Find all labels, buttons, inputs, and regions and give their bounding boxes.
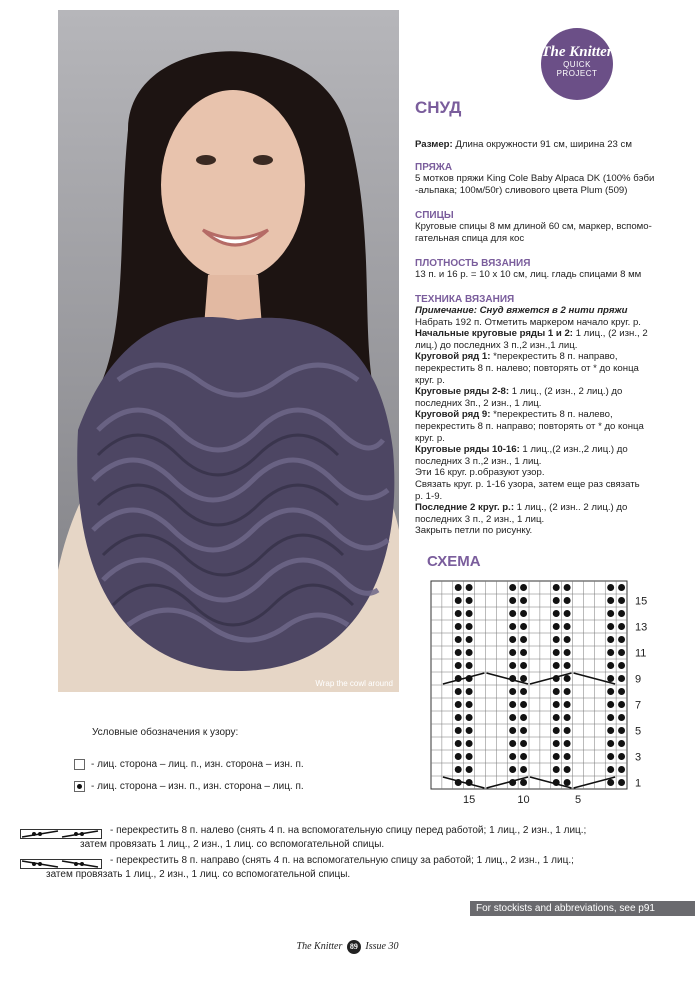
technique-line-text: *перекрестить 8 п. направо, — [490, 351, 618, 363]
chart-purl-dot — [455, 649, 462, 656]
chart-purl-dot — [520, 662, 527, 669]
technique-line — [415, 409, 667, 421]
technique-line-text: перекрестить 8 п. налево; повторять от * до конца — [415, 362, 639, 374]
technique-line-text: лиц.) до последних 3 п.,2 изн.,1 лиц. — [415, 339, 578, 351]
chart-purl-dot — [455, 688, 462, 695]
chart-purl-dot — [520, 753, 527, 760]
quick-project-badge — [541, 28, 613, 100]
chart-purl-dot — [520, 649, 527, 656]
chart-purl-dot — [509, 688, 516, 695]
chart-purl-dot — [455, 714, 462, 721]
model-photo — [58, 10, 399, 692]
footer-issue: Issue 30 — [365, 941, 399, 952]
chart-purl-dot — [618, 701, 625, 708]
chart-purl-dot — [553, 675, 560, 682]
needles-line2: гательная спица для кос — [415, 232, 525, 244]
chart-purl-dot — [509, 766, 516, 773]
chart-purl-dot — [618, 597, 625, 604]
footer-magazine: The Knitter — [296, 941, 343, 952]
chart-purl-dot — [455, 623, 462, 630]
size-line — [415, 139, 667, 151]
chart-purl-dot — [618, 675, 625, 682]
gauge-text: 13 п. и 16 р. = 10 х 10 см, лиц. гладь спицами 8 мм — [415, 269, 642, 280]
chart-purl-dot — [509, 623, 516, 630]
chart-purl-dot — [564, 649, 571, 656]
chart-purl-dot — [466, 649, 473, 656]
chart-purl-dot — [607, 714, 614, 721]
chart-col-label: 5 — [574, 794, 582, 806]
chart-purl-dot — [520, 597, 527, 604]
chart-purl-dot — [553, 584, 560, 591]
technique-line-bold: Круговой ряд 9: — [415, 409, 491, 421]
yarn-line2: -альпака; 100м/50г) сливового цвета Plum (509) — [415, 184, 628, 196]
technique-line-bold: Круговые ряды 2-8: — [415, 386, 510, 398]
technique-lines — [415, 317, 667, 537]
chart-purl-dot — [618, 688, 625, 695]
chart-purl-dot — [509, 740, 516, 747]
chart-purl-dot — [455, 779, 462, 786]
chart-purl-dot — [520, 623, 527, 630]
technique-line — [415, 502, 667, 514]
chart-purl-dot — [509, 649, 516, 656]
technique-line — [415, 386, 667, 398]
technique-line — [415, 479, 667, 491]
chart-purl-dot — [520, 610, 527, 617]
cable-left-line2: затем провязать 1 лиц., 2 изн., 1 лиц. со вспомогательной спицы. — [80, 839, 385, 850]
chart-purl-dot — [466, 740, 473, 747]
chart-purl-dot — [509, 584, 516, 591]
chart-purl-dot — [520, 740, 527, 747]
technique-line-text: *перекрестить 8 п. налево, — [490, 409, 613, 421]
chart-col-label: 15 — [462, 794, 476, 806]
technique-line-bold: Круговой ряд 1: — [415, 351, 491, 363]
dot-square-icon — [74, 781, 85, 792]
schema-title: СХЕМА — [427, 553, 481, 570]
chart-purl-dot — [520, 584, 527, 591]
technique-line — [415, 421, 667, 433]
chart-purl-dot — [564, 714, 571, 721]
chart-purl-dot — [466, 766, 473, 773]
chart-row-label: 5 — [635, 725, 642, 738]
technique-line-text: перекрестить 8 п. направо; повторять от * до конца — [415, 420, 644, 432]
technique-line — [415, 467, 667, 479]
chart-row-label: 3 — [635, 751, 642, 764]
technique-line-text: Набрать 192 п. Отметить маркером начало круг. р. — [415, 316, 641, 328]
chart-purl-dot — [455, 636, 462, 643]
technique-line-text: р. 1-9. — [415, 490, 443, 502]
badge-line1: QUICK — [563, 60, 591, 69]
chart-purl-dot — [455, 740, 462, 747]
chart-purl-dot — [509, 727, 516, 734]
chart-purl-dot — [618, 636, 625, 643]
cowl-photo-illustration — [58, 10, 399, 692]
needles-section — [415, 210, 667, 244]
chart-purl-dot — [564, 740, 571, 747]
chart-purl-dot — [607, 584, 614, 591]
chart-purl-dot — [455, 753, 462, 760]
chart-purl-dot — [564, 675, 571, 682]
technique-line-text: круг. р. — [415, 432, 445, 444]
chart-purl-dot — [553, 662, 560, 669]
chart-purl-dot — [520, 688, 527, 695]
gauge-section — [415, 258, 667, 281]
chart-purl-dot — [466, 753, 473, 760]
chart-purl-dot — [553, 766, 560, 773]
chart-svg — [427, 577, 667, 809]
chart-purl-dot — [520, 675, 527, 682]
chart-purl-dot — [618, 766, 625, 773]
badge-logo: The Knitter — [541, 44, 613, 60]
technique-line-text: Закрыть петли по рисунку. — [415, 525, 533, 537]
chart-purl-dot — [455, 662, 462, 669]
chart-purl-dot — [553, 727, 560, 734]
photo-caption: Wrap the cowl around — [315, 679, 393, 688]
chart-purl-dot — [553, 701, 560, 708]
chart-purl-dot — [618, 727, 625, 734]
chart-purl-dot — [466, 584, 473, 591]
chart-purl-dot — [607, 623, 614, 630]
chart-purl-dot — [509, 779, 516, 786]
technique-line-text: 1 лиц., (2 изн., 2 — [572, 328, 648, 340]
chart-purl-dot — [564, 688, 571, 695]
chart-purl-dot — [564, 701, 571, 708]
chart-purl-dot — [607, 610, 614, 617]
chart-purl-dot — [564, 753, 571, 760]
technique-line-bold: Начальные круговые ряды 1 и 2: — [415, 328, 573, 340]
knitting-chart — [427, 577, 667, 809]
chart-purl-dot — [607, 766, 614, 773]
empty-square-icon — [74, 759, 85, 770]
chart-purl-dot — [553, 610, 560, 617]
chart-purl-dot — [509, 636, 516, 643]
needles-heading: СПИЦЫ — [415, 210, 454, 221]
chart-purl-dot — [455, 675, 462, 682]
technique-line-text: 1 лиц., (2 изн.. 2 лиц.) до — [514, 502, 628, 514]
chart-purl-dot — [553, 649, 560, 656]
technique-line-text: Связать круг. р. 1-16 узора, затем еще раз связать — [415, 478, 640, 490]
cable-right-line2: затем провязать 1 лиц., 2 изн., 1 лиц. со вспомогательной спицы. — [46, 869, 351, 880]
technique-line — [415, 433, 667, 445]
chart-purl-dot — [618, 623, 625, 630]
chart-row-label: 7 — [635, 699, 642, 712]
chart-purl-dot — [564, 597, 571, 604]
technique-line — [415, 340, 667, 352]
technique-line-text: 1 лиц., (2 изн., 2 лиц.) до — [509, 386, 623, 398]
chart-purl-dot — [553, 740, 560, 747]
chart-purl-dot — [564, 623, 571, 630]
chart-purl-dot — [455, 584, 462, 591]
footer-page-number: 89 — [347, 940, 361, 954]
needles-line1: Круговые спицы 8 мм длиной 60 см, маркер, вспомо- — [415, 221, 652, 232]
technique-line-text: круг. р. — [415, 374, 445, 386]
yarn-line1: 5 мотков пряжи King Cole Baby Alpaca DK (100% бэби — [415, 173, 655, 184]
technique-line-text: последних 3 п., 2 изн., 1 лиц. — [415, 513, 545, 525]
chart-purl-dot — [466, 597, 473, 604]
chart-purl-dot — [520, 701, 527, 708]
chart-purl-dot — [455, 597, 462, 604]
chart-purl-dot — [553, 753, 560, 760]
chart-row-label: 9 — [635, 673, 642, 686]
legend-item-knit — [74, 759, 304, 770]
chart-purl-dot — [509, 701, 516, 708]
chart-purl-dot — [466, 779, 473, 786]
technique-line — [415, 375, 667, 387]
technique-line — [415, 514, 667, 526]
technique-line-bold: Последние 2 круг. р.: — [415, 502, 515, 514]
chart-purl-dot — [618, 610, 625, 617]
chart-purl-dot — [607, 649, 614, 656]
stockists-bar — [470, 901, 695, 916]
legend-item-purl-text: - лиц. сторона – изн. п., изн. сторона – лиц. п. — [91, 781, 304, 793]
chart-purl-dot — [618, 714, 625, 721]
technique-line — [415, 351, 667, 363]
chart-purl-dot — [520, 766, 527, 773]
chart-purl-dot — [455, 610, 462, 617]
chart-purl-dot — [607, 662, 614, 669]
chart-purl-dot — [509, 597, 516, 604]
technique-line-text: Эти 16 круг. р.образуют узор. — [415, 467, 545, 479]
pattern-title: СНУД — [415, 98, 462, 117]
technique-line-text: последних 3 п.,2 изн., 1 лиц. — [415, 455, 542, 467]
technique-line — [415, 525, 667, 537]
chart-purl-dot — [564, 610, 571, 617]
technique-note: Примечание: Снуд вяжется в 2 нити пряжи — [415, 305, 628, 316]
chart-purl-dot — [564, 636, 571, 643]
legend-item-knit-text: - лиц. сторона – лиц. п., изн. сторона – изн. п. — [91, 759, 304, 771]
chart-purl-dot — [466, 662, 473, 669]
legend-item-purl — [74, 781, 304, 792]
technique-line-text: последних 3п., 2 изн., 1 лиц. — [415, 397, 542, 409]
chart-col-label: 10 — [517, 794, 530, 806]
chart-purl-dot — [618, 753, 625, 760]
chart-purl-dot — [520, 714, 527, 721]
chart-purl-dot — [553, 597, 560, 604]
chart-purl-dot — [607, 636, 614, 643]
size-label: Размер: — [415, 139, 453, 150]
technique-line — [415, 328, 667, 340]
chart-purl-dot — [520, 727, 527, 734]
chart-purl-dot — [553, 714, 560, 721]
chart-purl-dot — [455, 727, 462, 734]
chart-purl-dot — [455, 701, 462, 708]
chart-purl-dot — [607, 753, 614, 760]
chart-row-label: 11 — [635, 647, 647, 660]
chart-row-label: 13 — [635, 621, 648, 634]
chart-purl-dot — [618, 740, 625, 747]
chart-purl-dot — [564, 779, 571, 786]
chart-purl-dot — [466, 610, 473, 617]
chart-row-label: 15 — [635, 595, 648, 608]
badge-line2: PROJECT — [556, 69, 598, 78]
cable-right-line1: - перекрестить 8 п. направо (снять 4 п. на вспомогательную спицу за работой; 1 лиц., 2 изн., 1 лиц.; — [110, 855, 574, 866]
chart-purl-dot — [466, 636, 473, 643]
technique-line — [415, 398, 667, 410]
chart-row-label: 1 — [635, 777, 642, 790]
chart-purl-dot — [564, 662, 571, 669]
yarn-section — [415, 162, 667, 196]
chart-purl-dot — [607, 701, 614, 708]
chart-purl-dot — [553, 688, 560, 695]
chart-purl-dot — [607, 688, 614, 695]
technique-line-text: 1 лиц.,(2 изн.,2 лиц.) до — [519, 444, 628, 456]
chart-purl-dot — [607, 675, 614, 682]
chart-purl-dot — [564, 727, 571, 734]
chart-purl-dot — [564, 584, 571, 591]
technique-line — [415, 456, 667, 468]
chart-purl-dot — [466, 727, 473, 734]
yarn-heading: ПРЯЖА — [415, 162, 453, 173]
technique-section — [415, 294, 667, 537]
chart-purl-dot — [466, 688, 473, 695]
chart-purl-dot — [509, 662, 516, 669]
chart-purl-dot — [618, 584, 625, 591]
chart-purl-dot — [455, 766, 462, 773]
technique-line-bold: Круговые ряды 10-16: — [415, 444, 520, 456]
technique-line — [415, 317, 667, 329]
size-text: Длина окружности 91 см, ширина 23 см — [452, 139, 632, 150]
chart-purl-dot — [607, 779, 614, 786]
chart-purl-dot — [618, 649, 625, 656]
chart-purl-dot — [520, 779, 527, 786]
chart-purl-dot — [553, 623, 560, 630]
technique-line — [415, 444, 667, 456]
cable-left-line1: - перекрестить 8 п. налево (снять 4 п. на вспомогательную спицу перед работой; 1 лиц., 2 изн., 1 лиц.; — [110, 825, 587, 836]
chart-purl-dot — [553, 636, 560, 643]
chart-purl-dot — [618, 662, 625, 669]
chart-purl-dot — [553, 779, 560, 786]
chart-purl-dot — [466, 701, 473, 708]
chart-purl-dot — [466, 623, 473, 630]
page-footer — [0, 940, 695, 954]
chart-purl-dot — [520, 636, 527, 643]
chart-purl-dot — [509, 753, 516, 760]
technique-heading: ТЕХНИКА ВЯЗАНИЯ — [415, 294, 515, 305]
chart-purl-dot — [607, 740, 614, 747]
chart-purl-dot — [466, 675, 473, 682]
gauge-heading: ПЛОТНОСТЬ ВЯЗАНИЯ — [415, 258, 531, 269]
chart-purl-dot — [466, 714, 473, 721]
stockists-text: For stockists and abbreviations, — [476, 903, 617, 914]
chart-purl-dot — [509, 610, 516, 617]
chart-purl-dot — [564, 766, 571, 773]
chart-purl-dot — [607, 727, 614, 734]
legend-title: Условные обозначения к узору: — [92, 727, 239, 738]
stockists-ref: see p91 — [616, 903, 655, 914]
technique-line — [415, 363, 667, 375]
chart-purl-dot — [509, 714, 516, 721]
chart-purl-dot — [607, 597, 614, 604]
technique-line — [415, 491, 667, 503]
chart-purl-dot — [618, 779, 625, 786]
chart-purl-dot — [509, 675, 516, 682]
